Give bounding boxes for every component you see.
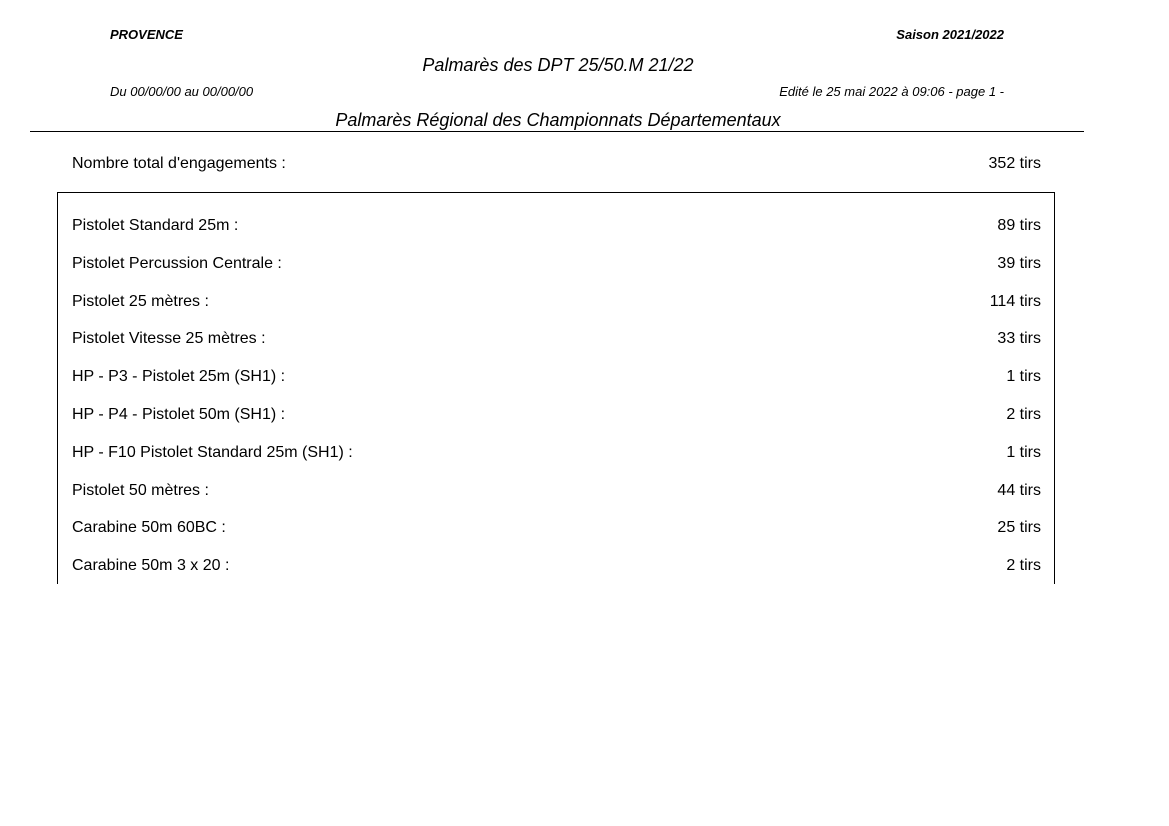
event-label: HP - F10 Pistolet Standard 25m (SH1) : bbox=[72, 443, 353, 461]
event-count: 114 tirs bbox=[989, 292, 1041, 310]
event-row bbox=[72, 556, 1041, 594]
event-row bbox=[72, 518, 1041, 556]
events-list bbox=[72, 216, 1041, 594]
date-range: Du 00/00/00 au 00/00/00 bbox=[110, 84, 254, 99]
event-row bbox=[72, 367, 1041, 405]
events-box bbox=[57, 192, 1055, 584]
event-label: Pistolet Vitesse 25 mètres : bbox=[72, 330, 266, 348]
event-count: 44 tirs bbox=[997, 481, 1041, 499]
region-name: PROVENCE bbox=[110, 27, 183, 42]
event-count: 39 tirs bbox=[997, 254, 1041, 272]
event-count: 2 tirs bbox=[1006, 557, 1041, 575]
total-engagements-label: Nombre total d'engagements : bbox=[72, 155, 286, 172]
event-row bbox=[72, 216, 1041, 254]
document-title: Palmarès des DPT 25/50.M 21/22 bbox=[422, 55, 694, 75]
section-title: Palmarès Régional des Championnats Départementaux bbox=[335, 110, 781, 130]
header-divider bbox=[30, 131, 1084, 132]
event-label: Pistolet 25 mètres : bbox=[72, 292, 209, 310]
event-count: 1 tirs bbox=[1006, 368, 1041, 386]
event-count: 33 tirs bbox=[997, 330, 1041, 348]
edit-info: Edité le 25 mai 2022 à 09:06 - page 1 - bbox=[779, 84, 1004, 99]
event-row bbox=[72, 254, 1041, 292]
event-label: Pistolet Standard 25m : bbox=[72, 217, 239, 234]
event-label: Carabine 50m 3 x 20 : bbox=[72, 557, 230, 575]
event-row bbox=[72, 292, 1041, 330]
event-count: 89 tirs bbox=[997, 217, 1041, 234]
event-label: HP - P3 - Pistolet 25m (SH1) : bbox=[72, 368, 286, 386]
event-row bbox=[72, 443, 1041, 481]
event-count: 2 tirs bbox=[1006, 405, 1041, 423]
event-count: 1 tirs bbox=[1006, 443, 1041, 461]
total-engagements-row bbox=[72, 155, 1041, 173]
event-row bbox=[72, 481, 1041, 519]
event-label: Pistolet Percussion Centrale : bbox=[72, 254, 282, 272]
season-label: Saison 2021/2022 bbox=[896, 27, 1004, 42]
event-label: HP - P4 - Pistolet 50m (SH1) : bbox=[72, 405, 286, 423]
total-engagements-value: 352 tirs bbox=[988, 155, 1041, 172]
event-count: 25 tirs bbox=[997, 519, 1041, 537]
event-label: Carabine 50m 60BC : bbox=[72, 519, 226, 537]
event-row bbox=[72, 329, 1041, 367]
event-label: Pistolet 50 mètres : bbox=[72, 481, 209, 499]
event-row bbox=[72, 405, 1041, 443]
